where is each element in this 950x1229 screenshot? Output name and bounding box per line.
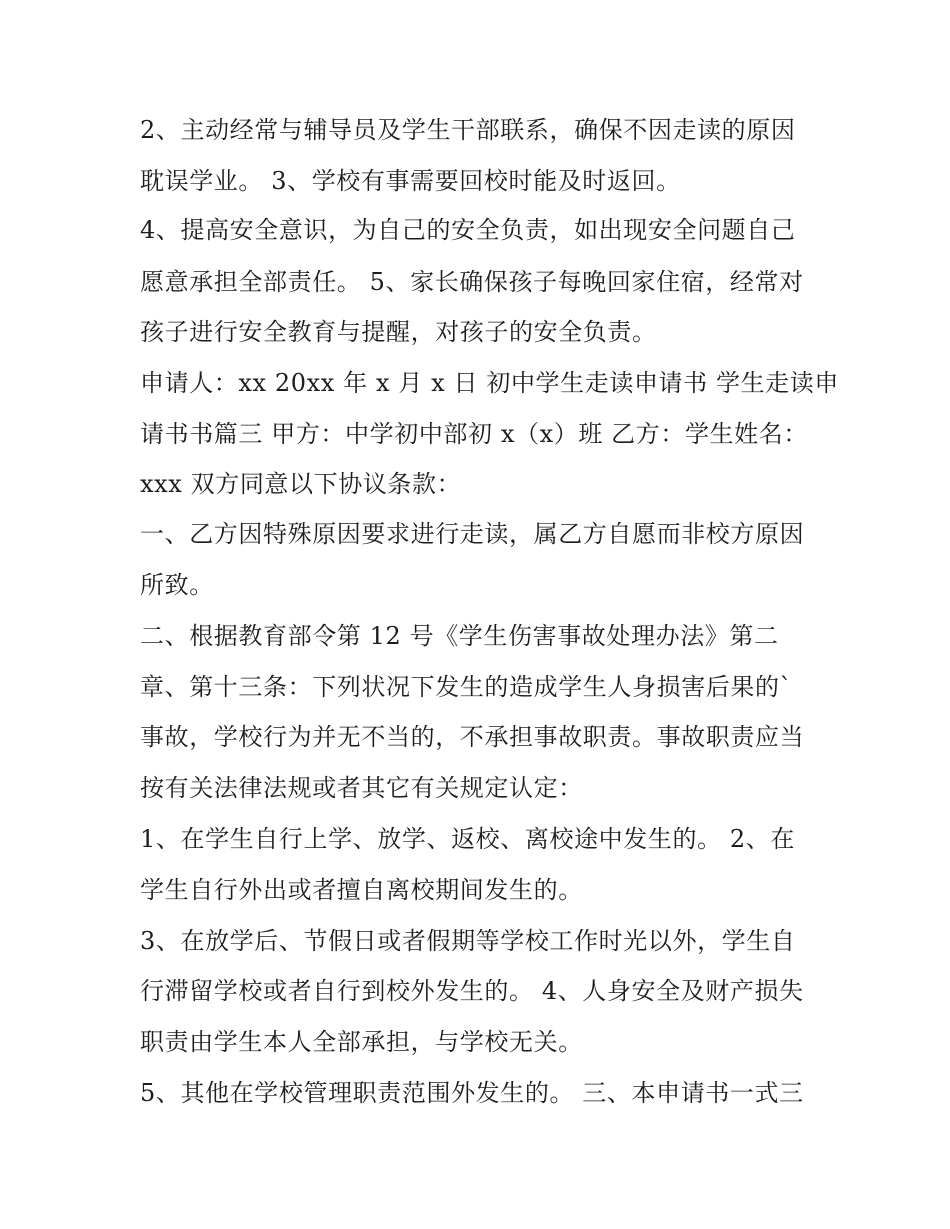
text-line: 4、提高安全意识，为自己的安全负责，如出现安全问题自己: [140, 216, 796, 244]
text-line: 申请人：xx 20xx 年 x 月 x 日 初中学生走读申请书 学生走读申: [140, 369, 839, 397]
text-line: 行滞留学校或者自行到校外发生的。 4、人身安全及财产损失: [140, 977, 804, 1005]
text-line: 耽误学业。 3、学校有事需要回校时能及时返回。: [140, 167, 681, 195]
text-line: 所致。: [140, 571, 214, 599]
text-line: 请书书篇三 甲方：中学初中部初 x（x）班 乙方：学生姓名：: [140, 420, 808, 448]
text-line: 章、第十三条：下列状况下发生的造成学生人身损害后果的`: [140, 673, 793, 701]
text-line: xxx 双方同意以下协议条款：: [140, 470, 462, 498]
text-line: 职责由学生本人全部承担，与学校无关。: [140, 1028, 583, 1056]
text-line: 孩子进行安全教育与提醒，对孩子的安全负责。: [140, 318, 657, 346]
text-line: 事故，学校行为并无不当的，不承担事故职责。事故职责应当: [140, 723, 805, 751]
text-line: 3、在放学后、节假日或者假期等学校工作时光以外，学生自: [140, 927, 796, 955]
text-line: 二、根据教育部令第 12 号《学生伤害事故处理办法》第二: [140, 622, 779, 650]
text-line: 学生自行外出或者擅自离校期间发生的。: [140, 876, 583, 904]
text-line: 2、主动经常与辅导员及学生干部联系，确保不因走读的原因: [140, 116, 796, 144]
text-line: 按有关法律法规或者其它有关规定认定：: [140, 774, 583, 802]
text-line: 一、乙方因特殊原因要求进行走读，属乙方自愿而非校方原因: [140, 520, 805, 548]
text-line: 1、在学生自行上学、放学、返校、离校途中发生的。 2、在: [140, 825, 795, 853]
text-line: 5、其他在学校管理职责范围外发生的。 三、本申请书一式三: [140, 1079, 804, 1107]
text-line: 愿意承担全部责任。 5、家长确保孩子每晚回家住宿，经常对: [140, 268, 804, 296]
